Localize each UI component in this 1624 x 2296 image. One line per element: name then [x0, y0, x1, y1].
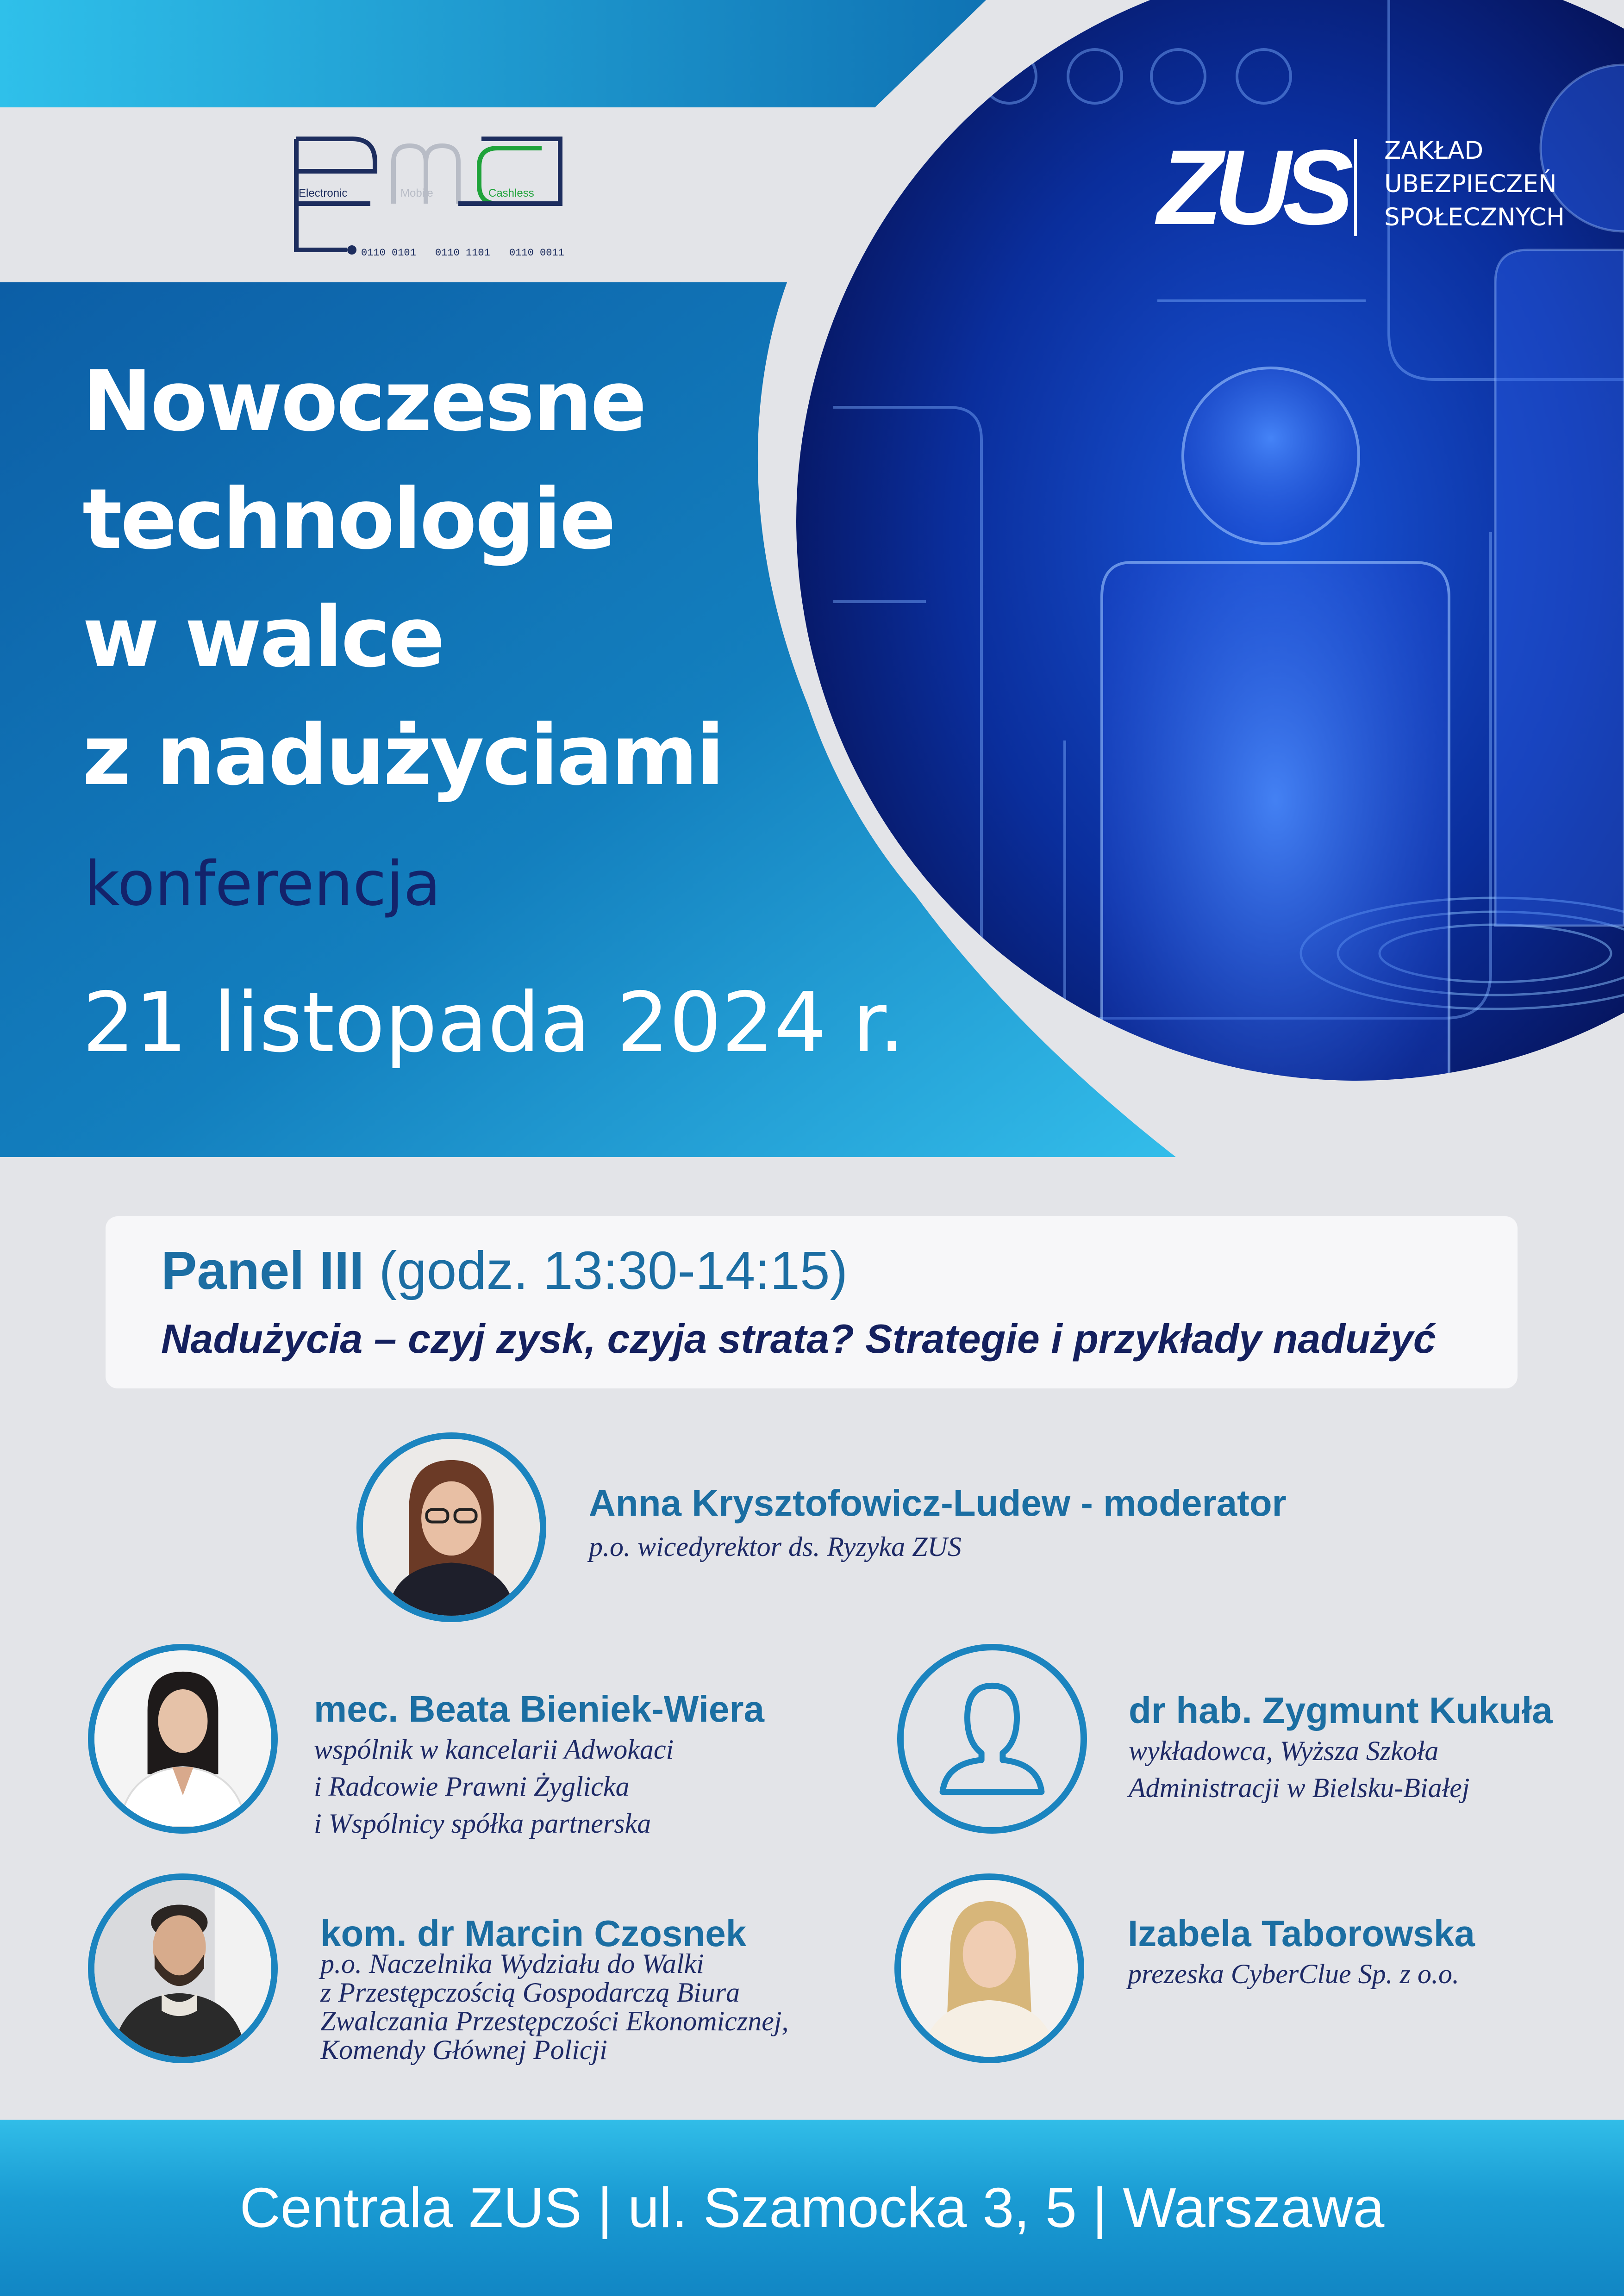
emc-word-electronic: Electronic: [299, 187, 348, 199]
speaker-role-kukula-1: wykładowca, Wyższa Szkoła: [1129, 1736, 1439, 1766]
event-type: konferencja: [84, 848, 441, 920]
speaker-role-bieniek-wiera-2: i Radcowie Prawni Żyglicka: [314, 1771, 630, 1802]
portrait-man-beard-icon: [94, 1880, 271, 2057]
speaker-role-czosnek-1: p.o. Naczelnika Wydziału do Walki: [320, 1948, 704, 1979]
speaker-role-taborowska: prezeska CyberClue Sp. z o.o.: [1128, 1959, 1460, 1989]
speaker-photo-bieniek-wiera: [88, 1644, 278, 1834]
emc-word-cashless: Cashless: [488, 187, 534, 199]
speaker-photo-taborowska: [894, 1873, 1084, 2063]
zus-name-line-2: UBEZPIECZEŃ: [1384, 170, 1557, 198]
zus-logo-divider: [1354, 139, 1357, 236]
speaker-name-czosnek: kom. dr Marcin Czosnek: [320, 1913, 747, 1954]
footer-band: [0, 2120, 1624, 2296]
title-line-1: Nowoczesne: [82, 353, 645, 450]
speaker-role-czosnek-4: Komendy Głównej Policji: [320, 2035, 607, 2065]
zus-name-line-3: SPOŁECZNYCH: [1384, 203, 1565, 231]
speaker-role-bieniek-wiera-1: wspólnik w kancelarii Adwokaci: [314, 1734, 674, 1765]
zus-logo-mark: ZUS: [1157, 128, 1345, 247]
speaker-name-taborowska: Izabela Taborowska: [1128, 1913, 1475, 1954]
speaker-role-moderator: p.o. wicedyrektor ds. Ryzyka ZUS: [589, 1531, 962, 1562]
speaker-role-czosnek-2: z Przestępczością Gospodarczą Biura: [320, 1977, 740, 2008]
speaker-role-bieniek-wiera-3: i Wspólnicy spółka partnerska: [314, 1808, 651, 1839]
emc-logo: [282, 134, 579, 264]
speaker-photo-czosnek: [88, 1873, 278, 2063]
zus-logo-name: [1384, 134, 1606, 234]
portrait-woman-dark-hair-icon: [94, 1650, 271, 1827]
portrait-woman-blonde-icon: [901, 1880, 1078, 2057]
emc-binary-2: 0110 1101: [435, 247, 490, 259]
portrait-woman-glasses-icon: [363, 1439, 540, 1616]
zus-name-line-1: ZAKŁAD: [1384, 137, 1484, 165]
main-title: [82, 342, 823, 815]
title-line-4: z nadużyciami: [82, 707, 723, 804]
panel-card: [106, 1216, 1518, 1388]
speaker-role-czosnek-3: Zwalczania Przestępczości Ekonomicznej,: [320, 2006, 789, 2036]
footer-address: Centrala ZUS | ul. Szamocka 3, 5 | Warszawa: [239, 2176, 1385, 2239]
speaker-photo-kukula: [897, 1644, 1087, 1834]
title-line-3: w walce: [82, 589, 443, 686]
speaker-name-kukula: dr hab. Zygmunt Kukuła: [1129, 1690, 1553, 1731]
panel-heading: [161, 1236, 848, 1305]
emc-binary-3: 0110 0011: [509, 247, 564, 259]
panel-time: (godz. 13:30-14:15): [379, 1240, 848, 1300]
title-line-2: technologie: [82, 471, 614, 568]
emc-word-mobile: Mobile: [400, 187, 433, 199]
event-date: 21 listopada 2024 r.: [82, 975, 906, 1070]
zus-logo: [1157, 128, 1602, 247]
panel-name: Panel III: [161, 1240, 364, 1300]
speaker-photo-moderator: [356, 1432, 546, 1622]
emc-binary-1: 0110 0101: [361, 247, 416, 259]
speaker-role-kukula-2: Administracji w Bielsku-Białej: [1129, 1773, 1470, 1803]
speaker-name-moderator: Anna Krysztofowicz-Ludew - moderator: [589, 1482, 1287, 1524]
speaker-name-bieniek-wiera: mec. Beata Bieniek-Wiera: [314, 1688, 765, 1730]
panel-subtitle: Nadużycia – czyj zysk, czyja strata? Strategie i przykłady nadużyć: [161, 1316, 1436, 1362]
person-placeholder-icon: [904, 1650, 1081, 1827]
